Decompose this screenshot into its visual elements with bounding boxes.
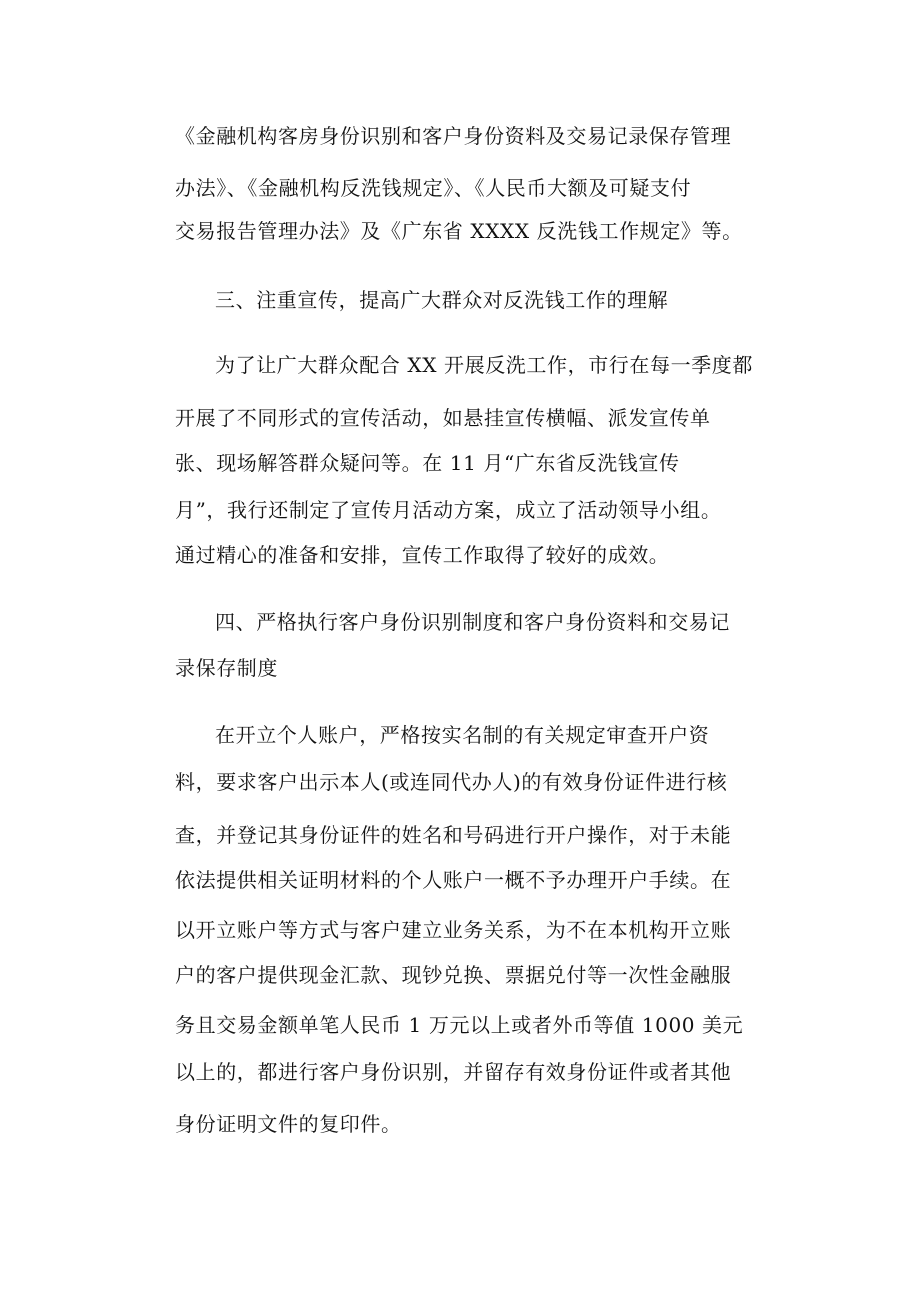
- section-heading-4: 四、严格执行客户身份识别制度和客户身份资料和交易记: [215, 610, 730, 634]
- text-line: 户的客户提供现金汇款、现钞兑换、票据兑付等一次性金融服: [175, 963, 732, 987]
- text-line: 在开立个人账户，严格按实名制的有关规定审查开户资: [215, 723, 710, 747]
- text-line: 查，并登记其身份证件的姓名和号码进行开户操作，对于未能: [175, 823, 732, 847]
- text-line: 张、现场解答群众疑问等。在 11 月“广东省反洗钱宣传: [175, 451, 680, 475]
- text-line: 为了让广大群众配合 XX 开展反洗工作，市行在每一季度都: [215, 353, 753, 377]
- text-line: 交易报告管理办法》及《广东省 XXXX 反洗钱工作规定》等。: [175, 219, 743, 243]
- text-line: 料，要求客户出示本人(或连同代办人)的有效身份证件进行核: [175, 770, 728, 794]
- text-line: 月”，我行还制定了宣传月活动方案，成立了活动领导小组。: [175, 498, 722, 522]
- section-heading-4-cont: 录保存制度: [175, 656, 278, 680]
- section-heading-3: 三、注重宣传，提高广大群众对反洗钱工作的理解: [215, 288, 669, 312]
- text-line: 通过精心的准备和安排，宣传工作取得了较好的成效。: [175, 543, 670, 567]
- text-line: 开展了不同形式的宣传活动，如悬挂宣传横幅、派发宣传单: [175, 406, 711, 430]
- text-line: 以上的，都进行客户身份识别，并留存有效身份证件或者其他: [175, 1060, 732, 1084]
- text-line: 《金融机构客房身份识别和客户身份资料及交易记录保存管理: [175, 124, 732, 148]
- text-line: 办法》、《金融机构反洗钱规定》、《人民币大额及可疑支付: [175, 176, 692, 200]
- text-line: 身份证明文件的复印件。: [175, 1112, 402, 1136]
- text-line: 以开立账户等方式与客户建立业务关系，为不在本机构开立账: [175, 918, 732, 942]
- text-line: 务且交易金额单笔人民币 1 万元以上或者外币等值 1000 美元: [175, 1013, 744, 1037]
- text-line: 依法提供相关证明材料的个人账户一概不予办理开户手续。在: [175, 868, 732, 892]
